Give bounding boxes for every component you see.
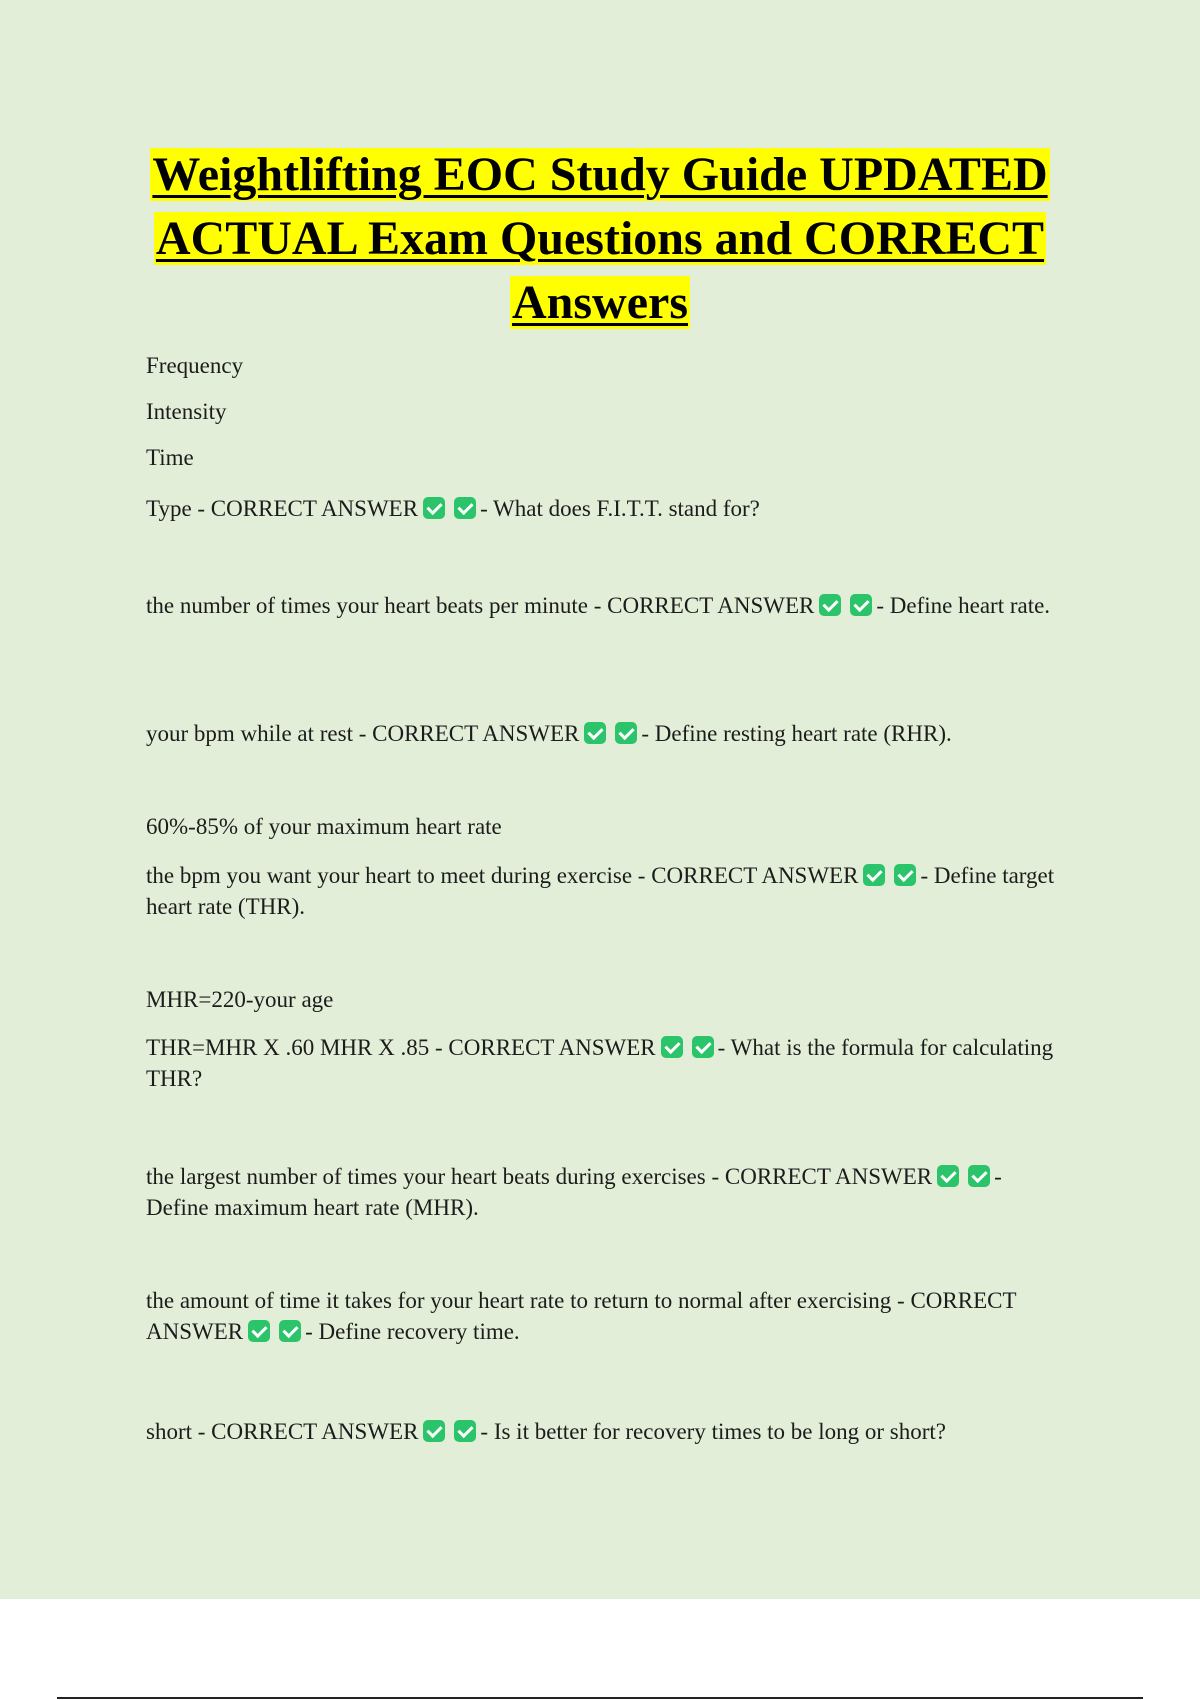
question-text: - Define recovery time. [305,1319,520,1344]
check-icon [937,1165,959,1187]
question-text: - Define target heart rate (THR). [146,863,1055,919]
qa-item [146,1032,1066,1094]
answer-text: your bpm while at rest - CORRECT ANSWER [146,721,580,746]
answer-text: THR=MHR X .60 MHR X .85 - CORRECT ANSWER [146,1035,656,1060]
check-icon [248,1320,270,1342]
fitt-time: Time [146,445,194,470]
thr-note: 60%-85% of your maximum heart rate [146,814,502,839]
check-icon [863,864,885,886]
qa-item [146,1161,1066,1223]
check-icon [423,497,445,519]
qa-item [146,1416,1066,1447]
answer-text: short - CORRECT ANSWER [146,1419,419,1444]
answer-text: the amount of time it takes for your heart rate to return to normal after exercising - CORRECT ANSWER [146,1288,1017,1344]
check-icon [423,1420,445,1442]
check-icon [615,722,637,744]
qa-item [146,860,1066,922]
question-text: - What is the formula for calculating THR? [146,1035,1054,1091]
check-icon [661,1036,683,1058]
qa-item [146,1285,1066,1347]
title-highlight: Weightlifting EOC Study Guide UPDATED ACTUAL Exam Questions and CORRECT Answers [152,148,1048,329]
check-icon [894,864,916,886]
answer-text: Type - CORRECT ANSWER [146,496,419,521]
question-text: - Define resting heart rate (RHR). [641,721,952,746]
question-text: - Define maximum heart rate (MHR). [146,1164,1002,1220]
qa-item [146,493,1066,524]
check-icon [454,497,476,519]
document-title [100,143,1100,335]
answer-text: the bpm you want your heart to meet during exercise - CORRECT ANSWER [146,863,859,888]
qa-item [146,590,1066,621]
answer-text: the largest number of times your heart beats during exercises - CORRECT ANSWER [146,1164,933,1189]
fitt-frequency: Frequency [146,353,244,378]
check-icon [584,722,606,744]
mhr-formula: MHR=220-your age [146,987,334,1012]
fitt-intensity: Intensity [146,399,227,424]
check-icon [454,1420,476,1442]
qa-item [146,718,1066,749]
check-icon [819,594,841,616]
answer-text: the number of times your heart beats per minute - CORRECT ANSWER [146,593,815,618]
question-text: - Define heart rate. [876,593,1051,618]
check-icon [279,1320,301,1342]
check-icon [968,1165,990,1187]
footer-divider [57,1697,1143,1699]
question-text: - Is it better for recovery times to be long or short? [480,1419,947,1444]
check-icon [850,594,872,616]
check-icon [692,1036,714,1058]
question-text: - What does F.I.T.T. stand for? [480,496,760,521]
